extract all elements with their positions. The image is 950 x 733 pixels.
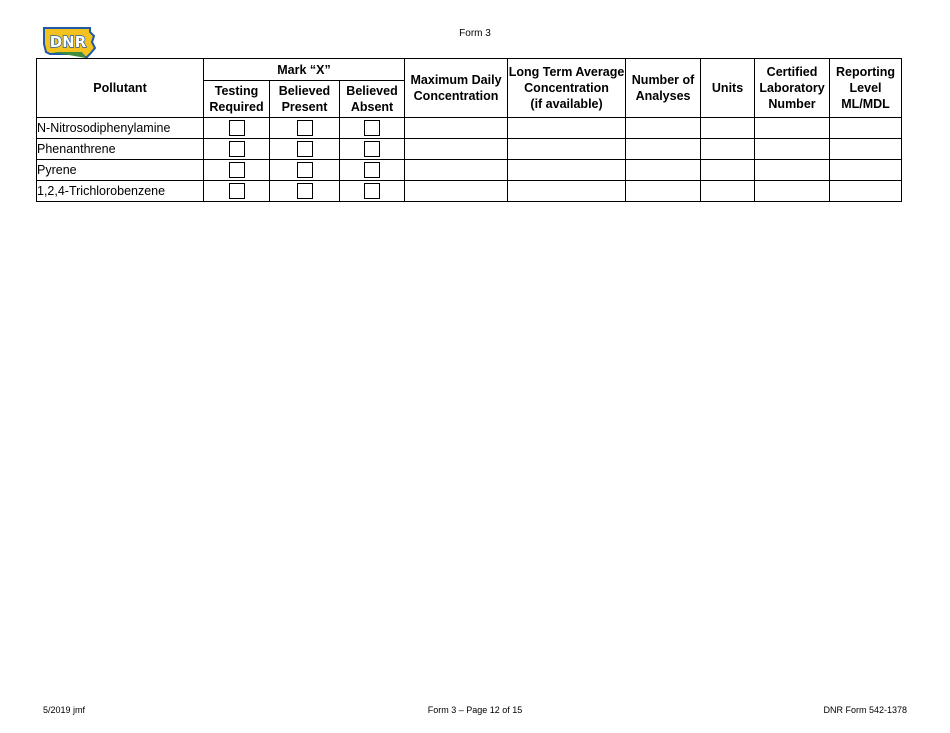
max-daily-concentration-field[interactable] [405,139,508,160]
believed-present-cell [270,139,340,160]
certified-lab-number-field[interactable] [755,118,830,139]
testing-required-cell [204,118,270,139]
testing-required-cell [204,139,270,160]
pollutant-name: 1,2,4-Trichlorobenzene [37,181,204,202]
believed-absent-cell [340,139,405,160]
believed-absent-checkbox[interactable] [364,183,380,199]
col-pollutant: Pollutant [37,59,204,118]
believed-present-checkbox[interactable] [297,183,313,199]
believed-absent-checkbox[interactable] [364,120,380,136]
col-believed-present: Believed Present [270,81,340,118]
pollutant-name: N-Nitrosodiphenylamine [37,118,204,139]
believed-present-checkbox[interactable] [297,120,313,136]
testing-required-checkbox[interactable] [229,120,245,136]
col-certified-lab-number: Certified Laboratory Number [755,59,830,118]
col-testing-required: Testing Required [204,81,270,118]
col-long-term-average: Long Term Average Concentration (if available) [508,59,626,118]
testing-required-cell [204,160,270,181]
table-row [37,181,902,202]
believed-present-cell [270,181,340,202]
number-of-analyses-field[interactable] [626,118,701,139]
col-reporting-level: Reporting Level ML/MDL [830,59,902,118]
col-units: Units [701,59,755,118]
units-field[interactable] [701,118,755,139]
pollutant-name: Pyrene [37,160,204,181]
logo-text: DNR [49,33,87,51]
max-daily-concentration-field[interactable] [405,160,508,181]
certified-lab-number-field[interactable] [755,160,830,181]
believed-absent-checkbox[interactable] [364,162,380,178]
max-daily-concentration-field[interactable] [405,118,508,139]
believed-present-checkbox[interactable] [297,141,313,157]
number-of-analyses-field[interactable] [626,181,701,202]
table-row [37,118,902,139]
form-title: Form 3 [459,28,491,39]
certified-lab-number-field[interactable] [755,181,830,202]
units-field[interactable] [701,181,755,202]
testing-required-checkbox[interactable] [229,162,245,178]
believed-absent-cell [340,181,405,202]
reporting-level-field[interactable] [830,181,902,202]
believed-absent-cell [340,160,405,181]
footer-date: 5/2019 jmf [43,705,86,715]
certified-lab-number-field[interactable] [755,139,830,160]
testing-required-checkbox[interactable] [229,183,245,199]
believed-absent-checkbox[interactable] [364,141,380,157]
believed-absent-cell [340,118,405,139]
long-term-average-field[interactable] [508,139,626,160]
long-term-average-field[interactable] [508,160,626,181]
units-field[interactable] [701,160,755,181]
reporting-level-field[interactable] [830,160,902,181]
reporting-level-field[interactable] [830,118,902,139]
col-max-daily-concentration: Maximum Daily Concentration [405,59,508,118]
pollutant-table [36,58,902,202]
table-row [37,139,902,160]
testing-required-checkbox[interactable] [229,141,245,157]
testing-required-cell [204,181,270,202]
footer-page-number: Form 3 – Page 12 of 15 [427,705,523,715]
reporting-level-field[interactable] [830,139,902,160]
col-number-of-analyses: Number of Analyses [626,59,701,118]
units-field[interactable] [701,139,755,160]
col-mark-x-group: Mark “X” [204,59,405,81]
believed-present-cell [270,160,340,181]
col-believed-absent: Believed Absent [340,81,405,118]
table-row [37,160,902,181]
max-daily-concentration-field[interactable] [405,181,508,202]
long-term-average-field[interactable] [508,181,626,202]
number-of-analyses-field[interactable] [626,139,701,160]
believed-present-checkbox[interactable] [297,162,313,178]
number-of-analyses-field[interactable] [626,160,701,181]
footer-form-number: DNR Form 542-1378 [823,705,907,715]
pollutant-name: Phenanthrene [37,139,204,160]
long-term-average-field[interactable] [508,118,626,139]
believed-present-cell [270,118,340,139]
